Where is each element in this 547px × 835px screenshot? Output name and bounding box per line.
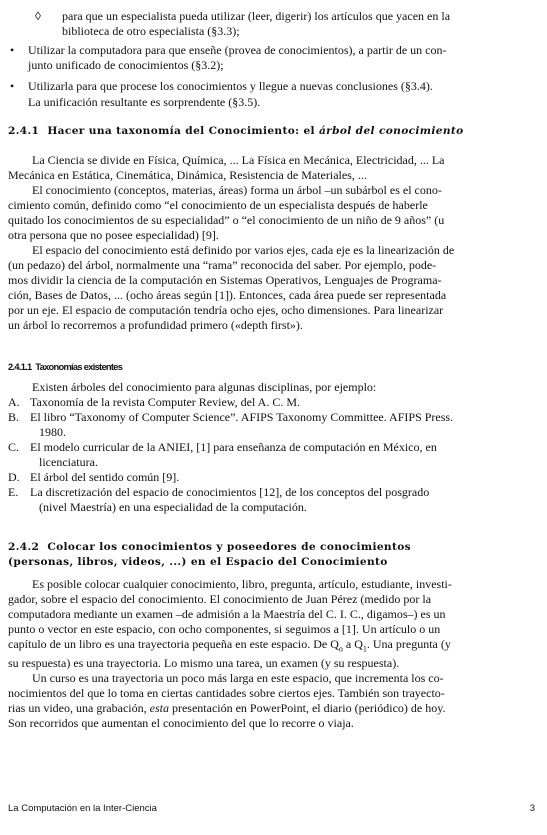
text-line: junto unificado de conocimientos (§3.2); [28, 58, 224, 72]
subsection-heading [8, 361, 122, 374]
section-number: 2.4.2 [8, 541, 40, 553]
diamond-bullet-icon: ◊ [35, 9, 41, 23]
section-title: (personas, libros, videos, ...) en el Espacio del Conocimiento [8, 556, 388, 568]
text-fragment: presentación en PowerPoint, el diario (periódico) de hoy. [168, 701, 446, 716]
text-line [8, 701, 528, 716]
text-line: cimiento común, definido como “el conocimiento de un especialista después de haberle [8, 198, 428, 212]
list-item [8, 485, 528, 515]
text-line: La Ciencia se divide en Física, Química, ... La Física en Mecánica, Electricidad, ... La [32, 153, 445, 167]
list-item [8, 410, 528, 440]
section-heading [8, 124, 464, 139]
text-line: El modelo curricular de la ANIEI, [1] para enseñanza de computación en México, en [30, 440, 437, 454]
bullet-icon: • [10, 43, 15, 57]
italic-text: esta [149, 701, 169, 716]
list-label: B. [8, 410, 20, 424]
text-line: Es posible colocar cualquier conocimiento, libro, pregunta, artículo, estudiante, investi- [32, 577, 452, 591]
list-label: A. [8, 395, 20, 409]
text-line: punto o vector en este espacio, con ocho componentes, si seguimos a [1]. Un artículo o un [8, 622, 441, 636]
footer-title: La Computación en la Inter-Ciencia [8, 803, 157, 814]
text-line [8, 637, 528, 656]
list-item [8, 470, 528, 485]
text-line: (nivel Maestría) en una especialidad de la computación. [39, 500, 307, 514]
text-line: Utilizar la computadora para que enseñe (provea de conocimientos), a partir de un con- [28, 43, 447, 57]
subscript: 1 [362, 644, 367, 654]
text-line: El libro “Taxonomy of Computer Science”. AFIPS Taxonomy Committee. AFIPS Press. [30, 410, 454, 424]
text-line: (un pedazo) del árbol, normalmente una “rama” reconocida del saber. Por ejemplo, pode- [8, 258, 437, 272]
text-line: Taxonomía de la revista Computer Review, del A. C. M. [30, 395, 300, 409]
text-line: 1980. [39, 425, 66, 439]
text-line: Existen árboles del conocimiento para algunas disciplinas, por ejemplo: [32, 380, 377, 394]
subsection-title: Taxonomías existentes [35, 362, 123, 372]
subscript: o [338, 644, 343, 654]
lettered-list [8, 395, 528, 515]
text-line: su respuesta) es una trayectoria. Lo mismo una tarea, un examen (y su respuesta). [8, 656, 400, 671]
text-line: El espacio del conocimiento está definido por varios ejes, cada eje es la linearización de [32, 243, 455, 257]
text-line: gador, sobre el espacio del conocimiento. El conocimiento de Juan Pérez (medido por la [8, 592, 432, 606]
paragraph [8, 577, 528, 731]
text-line: La unificación resultante es sorprendente (§3.5). [28, 95, 261, 109]
text-line: biblioteca de otro especialista (§3.3); [62, 24, 240, 38]
text-line: un árbol lo recorremos a profundidad primero («depth first»). [8, 318, 303, 332]
section-heading [8, 540, 411, 570]
page-number: 3 [529, 803, 535, 814]
page-footer [8, 803, 535, 814]
section-number: 2.4.1 [8, 125, 40, 137]
list-item [8, 395, 528, 410]
list-label: D. [8, 470, 20, 484]
text-line: mos dividir la ciencia de la computación en Sistemas Operativos, Lenguajes de Programa- [8, 273, 442, 287]
text-line: otra persona que no posee especialidad) [9]. [8, 228, 219, 242]
text-line: La discretización del espacio de conocimientos [12], de los conceptos del posgrado [30, 485, 430, 499]
list-label: C. [8, 440, 20, 454]
text-line: nocimientos del que lo toma en ciertas cantidades sobre ciertos ejes. También son trayecto- [8, 686, 445, 701]
section-title: Hacer una taxonomía del Conocimiento: el [47, 125, 319, 137]
text-line: Utilizarla para que procese los conocimientos y llegue a nuevas conclusiones (§3.4). [28, 79, 433, 93]
section-title-italic: árbol del conocimiento [318, 125, 464, 137]
section-title: Colocar los conocimientos y poseedores de conocimientos [47, 541, 411, 553]
text-line: ción, Bases de Datos, ... (ocho áreas según [1]). Entonces, cada área puede ser representada [8, 288, 447, 302]
bullet-icon: • [10, 79, 15, 93]
paragraph [8, 153, 528, 333]
text-line: por un eje. El espacio de computación tendría ocho ejes, ocho dimensiones. Para linearizar [8, 303, 444, 317]
list-label: E. [8, 485, 19, 499]
subsection-number: 2.4.1.1 [8, 362, 32, 372]
text-fragment: . Una pregunta (y [366, 637, 451, 651]
text-line: licenciatura. [39, 455, 98, 469]
text-line: quitado los conocimientos de su especialidad” o “el conocimiento de un niño de 9 años” (u [8, 213, 445, 227]
text-line: El conocimiento (conceptos, materias, áreas) forma un árbol –un subárbol es el cono- [32, 183, 442, 197]
text-line: Un curso es una trayectoria un poco más larga en este espacio, que incrementa los co- [32, 671, 444, 686]
text-line: computadora mediante un examen –de admisión a la Maestría del C. I. C., digamos–) es un [8, 607, 446, 621]
text-fragment: a Q [342, 637, 363, 651]
text-line: El árbol del sentido común [9]. [30, 470, 180, 484]
list-item [8, 440, 528, 470]
text-fragment: capítulo de un libro es una trayectoria pequeña en este espacio. De Q [8, 637, 339, 651]
text-line: Mecánica en Estática, Cinemática, Dinámica, Resistencia de Materiales, ... [8, 168, 367, 182]
text-line: para que un especialista pueda utilizar (leer, digerir) los artículos que yacen en la [62, 9, 451, 23]
text-line: Son recorridos que aumentan el conocimiento del que lo recorre o viaja. [8, 716, 354, 731]
text-fragment: rias un video, una grabación, [8, 701, 150, 716]
